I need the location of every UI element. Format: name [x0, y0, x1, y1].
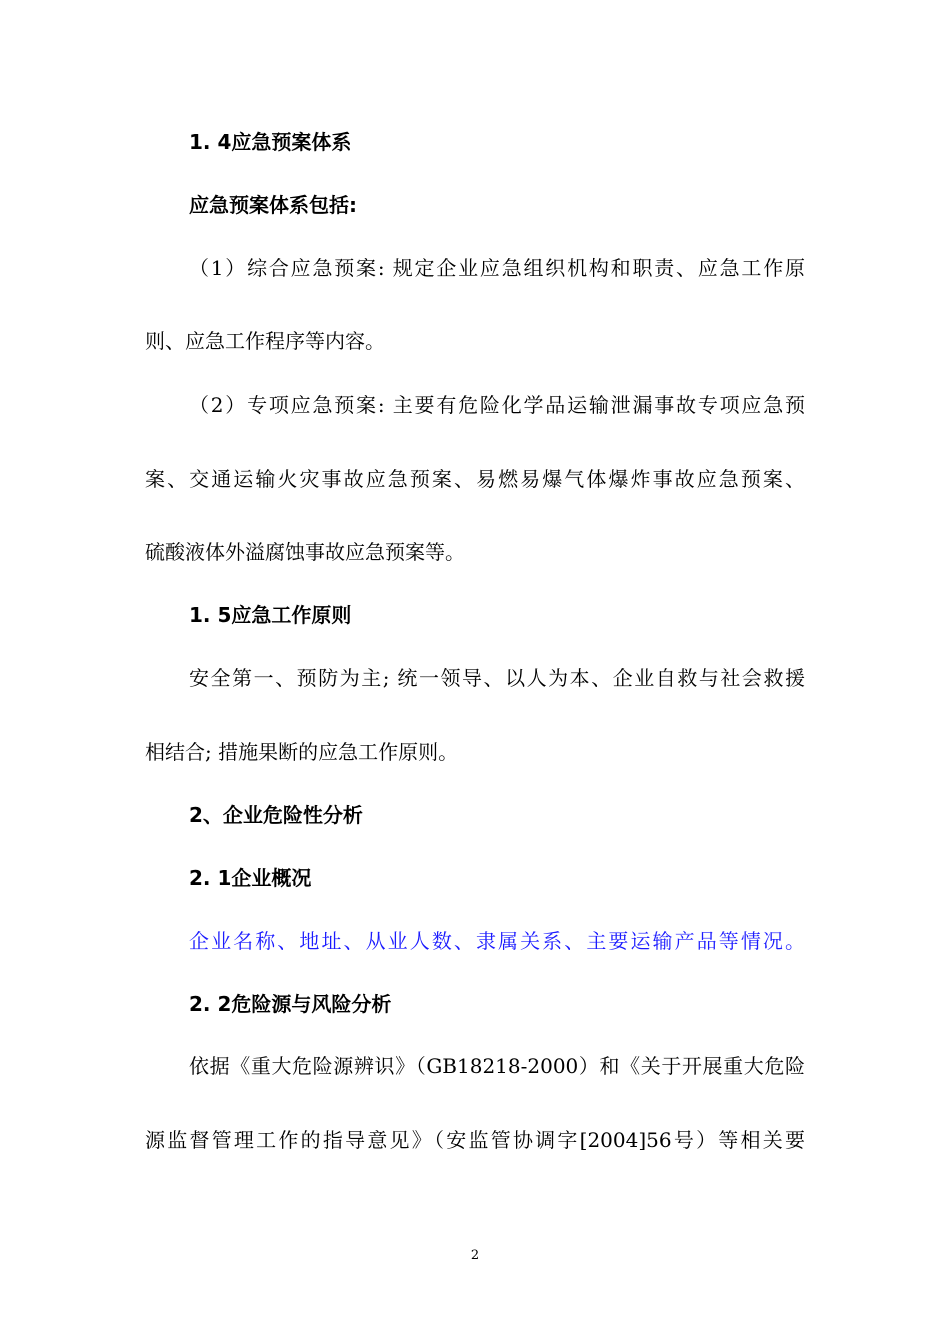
heading-2-1: 2. 1企业概况 [189, 866, 312, 890]
company-overview-text: 企业名称、地址、从业人数、隶属关系、主要运输产品等情况。 [189, 929, 805, 953]
heading-1-5: 1. 5应急工作原则 [189, 603, 352, 627]
paragraph-line: 案、交通运输火灾事故应急预案、易燃易爆气体爆炸事故应急预案、 [145, 467, 805, 491]
paragraph-line: （2）专项应急预案: 主要有危险化学品运输泄漏事故专项应急预 [189, 393, 805, 417]
heading-2-2: 2. 2危险源与风险分析 [189, 992, 392, 1016]
paragraph-line: （1）综合应急预案: 规定企业应急组织机构和职责、应急工作原 [189, 256, 805, 280]
paragraph-line: 源监督管理工作的指导意见》（安监管协调字[2004]56号）等相关要 [145, 1128, 805, 1152]
heading-plan-system-intro: 应急预案体系包括: [189, 193, 357, 217]
heading-2: 2、企业危险性分析 [189, 803, 363, 827]
paragraph-line: 相结合; 措施果断的应急工作原则。 [145, 740, 459, 764]
paragraph-line: 则、应急工作程序等内容。 [145, 329, 385, 353]
paragraph-line: 安全第一、预防为主; 统一领导、以人为本、企业自救与社会救援 [189, 666, 805, 690]
page-number: 2 [470, 1248, 480, 1263]
paragraph-line: 依据《重大危险源辨识》（GB18218-2000）和《关于开展重大危险 [189, 1054, 805, 1078]
paragraph-line: 硫酸液体外溢腐蚀事故应急预案等。 [145, 540, 465, 564]
heading-1-4: 1. 4应急预案体系 [189, 130, 352, 154]
